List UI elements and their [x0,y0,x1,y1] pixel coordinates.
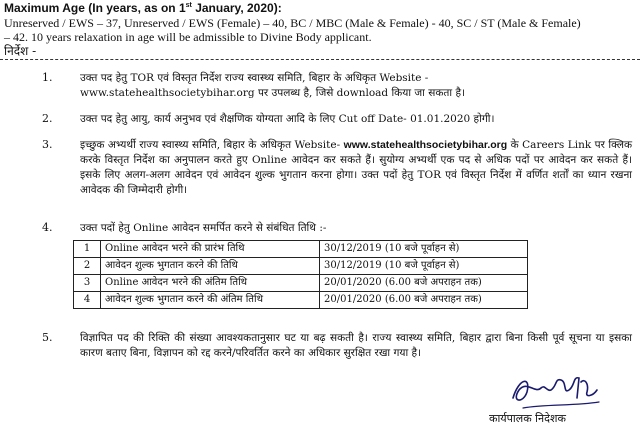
instruction-item-3: इच्छुक अभ्यर्थी राज्य स्वास्थ्य समिति, बिहार के अधिकृत Website- www.statehealthsocietybihar.org के Careers Link पर क्लिक करके विस्तृत निर्देश का अनुपालन करते हुए Online आवेदन कर सकते हैं। सुयोग्य अभ्यर्थी एक पद से अधिक पदों पर आवेदन कर सकते हैं। इसके लिए अलग-अलग आवेदन एवं आवेदन शुल्क भुगतान करना होगा। उक्त पदों हेतु TOR एवं विस्तृत निर्देश में वर्णित शर्तों का ध्यान रखना आवेदक की जिम्मेदारी होगी। [80,139,633,196]
item-number: 4. [42,221,53,234]
instruction-item-5: विज्ञापित पद की रिक्ति की संख्या आवश्यकतानुसार घट या बढ़ सकती है। राज्य स्वास्थ्य समिति, बिहार द्वारा बिना किसी पूर्व सूचना या इसका कारण बताए बिना, विज्ञापन को रद्द करने/परिवर्तित करने का अधिकार सुरक्षित रखा गया है। [80,332,632,359]
instruction-item-2: उक्त पद हेतु आयु, कार्य अनुभव एवं शैक्षणिक योग्यता आदि के लिए Cut off Date- 01.01.2020 होगी। [80,113,495,125]
designation-label: कार्यपालक निदेशक [489,412,566,425]
divider [0,59,640,60]
instruction-item-1: उक्त पद हेतु TOR एवं विस्तृत निर्देश राज्य स्वास्थ्य समिति, बिहार के अधिकृत Website - www.statehealthsocietybihar.org पर उपलब्ध है, जिसे download किया जा सकता है। [80,72,466,99]
age-line-1: Unreserved / EWS – 37, Unreserved / EWS (Female) – 40, BC / MBC (Male & Female) - 40, SC / ST (Male & Female) [4,16,581,30]
website-link[interactable]: www.statehealthsocietybihar.org [343,139,508,151]
instruction-item-4: उक्त पदों हेतु Online आवेदन समर्पित करने से संबंधित तिथि :- [80,222,327,234]
signature-image [505,368,605,414]
instructions-title: निर्देश - [4,44,37,58]
table-row: 1 Online आवेदन भरने की प्रारंभ तिथि 30/12/2019 (10 बजे पूर्वाहन से) [74,241,528,258]
table-row: 4 आवेदन शुल्क भुगतान करने की अंतिम तिथि 20/01/2020 (6.00 बजे अपराहन तक) [74,292,528,309]
table-row: 3 Online आवेदन भरने की अंतिम तिथि 20/01/2020 (6.00 बजे अपराहन तक) [74,275,528,292]
item-number: 1. [42,71,53,84]
age-line-2: – 42. 10 years relaxation in age will be admissible to Divine Body applicant. [4,30,372,44]
item-number: 2. [42,112,53,125]
table-row: 2 आवेदन शुल्क भुगतान करने की तिथि 30/12/2019 (10 बजे पूर्वाहन से) [74,258,528,275]
item-number: 3. [42,138,53,151]
dates-table [73,240,528,309]
item-number: 5. [42,331,53,344]
max-age-heading: Maximum Age (In years, as on 1st January, 2020): [4,1,282,15]
